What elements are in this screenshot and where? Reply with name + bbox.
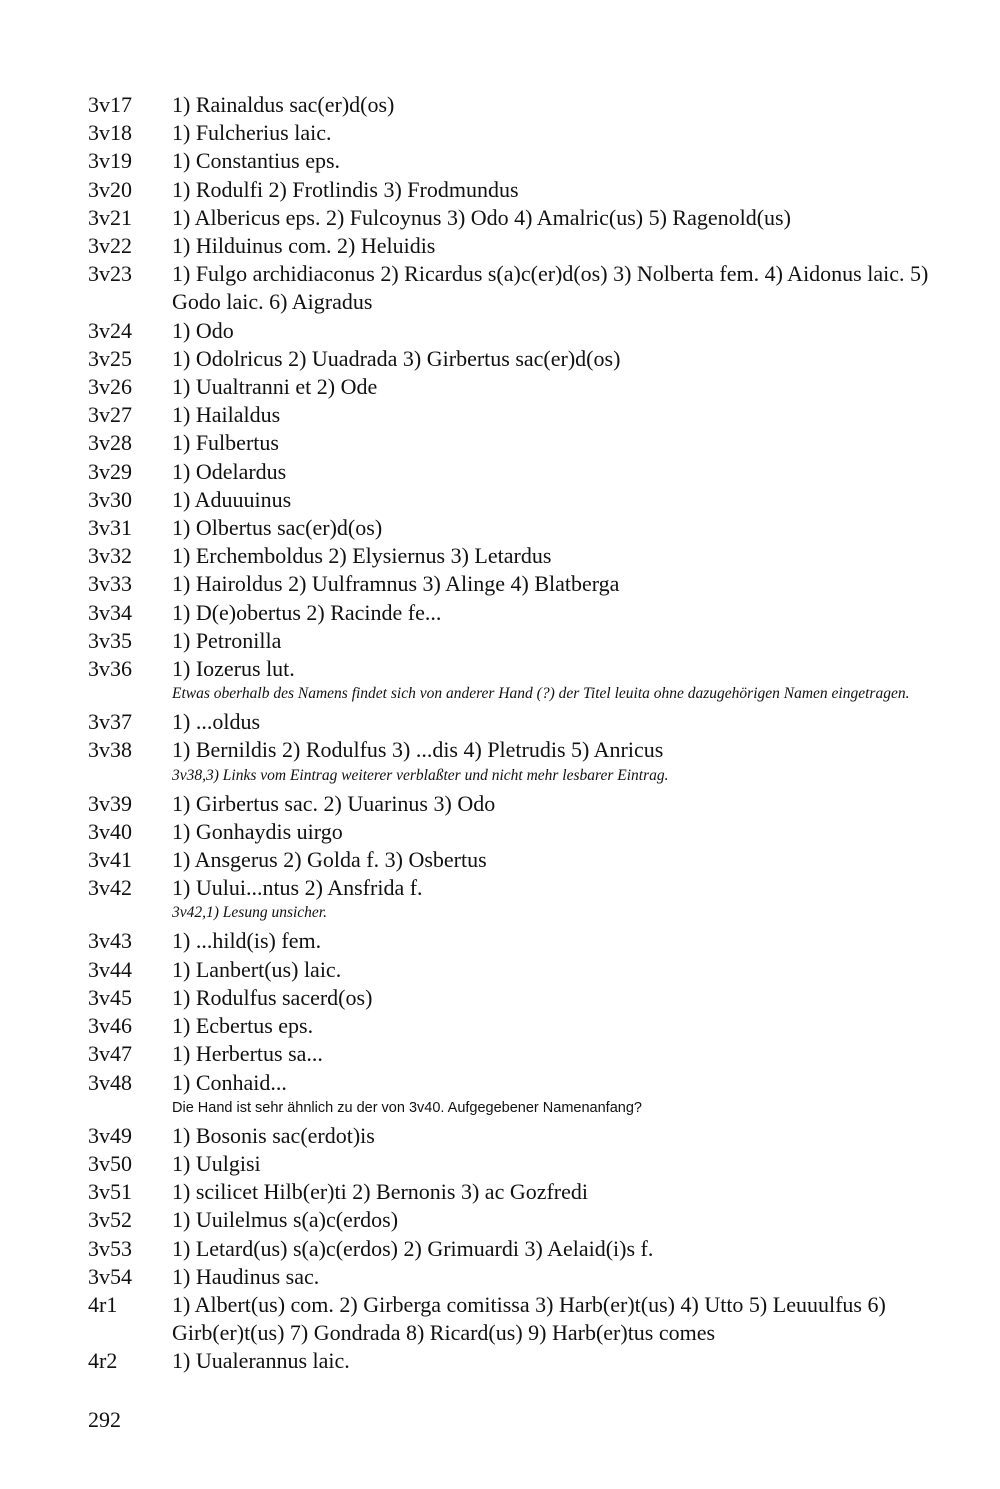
register-entry: [88, 401, 958, 429]
register-entry: [88, 627, 958, 655]
entry-body: [172, 956, 958, 984]
entry-reference: 3v50: [88, 1150, 132, 1176]
entry-names: 1) Rodulfus sacerd(os): [172, 984, 373, 1010]
register-entry: [88, 927, 958, 955]
register-entry: [88, 655, 958, 708]
register-entry: [88, 260, 958, 316]
entry-body: [172, 232, 958, 260]
entry-reference: 3v35: [88, 627, 132, 653]
entry-body: [172, 1347, 958, 1375]
entry-names: 1) Odolricus 2) Uuadrada 3) Girbertus sac(er)d(os): [172, 345, 621, 371]
entry-body: [172, 260, 958, 316]
entry-reference: 3v22: [88, 233, 132, 259]
entry-names: 1) Lanbert(us) laic.: [172, 956, 342, 982]
entry-reference: 3v27: [88, 402, 132, 428]
entry-reference: 3v25: [88, 345, 132, 371]
register-entry: [88, 176, 958, 204]
entry-reference: 3v54: [88, 1263, 132, 1289]
name-register: [88, 91, 958, 1376]
entry-note: Etwas oberhalb des Namens findet sich von anderer Hand (?) der Titel leuita ohne dazugehörigen Namen eingetragen.: [172, 685, 910, 703]
entry-names: 1) Uului...ntus 2) Ansfrida f.: [172, 875, 423, 901]
entry-names: 1) scilicet Hilb(er)ti 2) Bernonis 3) ac Gozfredi: [172, 1179, 589, 1205]
entry-names: 1) Fulbertus: [172, 430, 279, 456]
entry-note: 3v42,1) Lesung unsicher.: [172, 904, 327, 922]
entry-note: 3v38,3) Links vom Eintrag weiterer verblaßter und nicht mehr lesbarer Eintrag.: [172, 766, 669, 784]
entry-names: 1) Bosonis sac(erdot)is: [172, 1122, 375, 1148]
entry-reference: 3v45: [88, 984, 132, 1010]
entry-body: [172, 1012, 958, 1040]
entry-names: 1) Hairoldus 2) Uulframnus 3) Alinge 4) Blatberga: [172, 571, 620, 597]
entry-names: 1) Erchemboldus 2) Elysiernus 3) Letardus: [172, 543, 552, 569]
register-entry: [88, 204, 958, 232]
register-entry: [88, 1347, 958, 1375]
entry-body: [172, 1178, 958, 1206]
entry-reference: 3v24: [88, 317, 132, 343]
entry-reference: 3v17: [88, 92, 132, 117]
register-entry: [88, 1150, 958, 1178]
entry-body: [172, 1291, 958, 1347]
entry-reference: 3v38: [88, 737, 132, 763]
entry-body: [172, 1235, 958, 1263]
entry-names: 1) Hailaldus: [172, 402, 281, 428]
register-entry: [88, 874, 958, 927]
entry-names: 1) Ansgerus 2) Golda f. 3) Osbertus: [172, 847, 487, 873]
entry-reference: 3v51: [88, 1179, 132, 1205]
entry-reference: 3v18: [88, 120, 132, 146]
entry-names: 1) Girbertus sac. 2) Uuarinus 3) Odo: [172, 790, 496, 816]
entry-reference: 3v43: [88, 928, 132, 954]
entry-body: [172, 204, 958, 232]
entry-reference: 3v23: [88, 261, 132, 287]
entry-body: [172, 846, 958, 874]
entry-names: 1) Odelardus: [172, 458, 287, 484]
register-entry: [88, 514, 958, 542]
register-entry: [88, 458, 958, 486]
entry-body: [172, 458, 958, 486]
entry-names: 1) Fulcherius laic.: [172, 120, 332, 146]
entry-reference: 3v20: [88, 176, 132, 202]
entry-body: [172, 345, 958, 373]
entry-names: 1) Uualtranni et 2) Ode: [172, 374, 378, 400]
entry-names: 1) Ecbertus eps.: [172, 1013, 314, 1039]
register-entry: [88, 429, 958, 457]
register-entry: [88, 1206, 958, 1234]
entry-reference: 3v40: [88, 818, 132, 844]
entry-reference: 3v28: [88, 430, 132, 456]
register-entry: [88, 345, 958, 373]
register-entry: [88, 599, 958, 627]
register-entry: [88, 570, 958, 598]
entry-names: 1) D(e)obertus 2) Racinde fe...: [172, 599, 442, 625]
entry-body: [172, 627, 958, 655]
entry-body: [172, 1206, 958, 1234]
register-entry: [88, 736, 958, 789]
entry-names: 1) Petronilla: [172, 627, 282, 653]
entry-reference: 4r1: [88, 1291, 118, 1317]
entry-names: 1) Odo: [172, 317, 234, 343]
register-entry: [88, 232, 958, 260]
entry-reference: 3v34: [88, 599, 132, 625]
entry-reference: 3v19: [88, 148, 132, 174]
entry-body: [172, 818, 958, 846]
entry-reference: 3v41: [88, 847, 132, 873]
entry-names: 1) Rainaldus sac(er)d(os): [172, 92, 395, 117]
entry-names: 1) ...hild(is) fem.: [172, 928, 322, 954]
register-entry: [88, 818, 958, 846]
entry-reference: 3v49: [88, 1122, 132, 1148]
register-entry: [88, 542, 958, 570]
entry-reference: 3v47: [88, 1041, 132, 1067]
entry-names: 1) ...oldus: [172, 709, 260, 735]
register-entry: [88, 91, 958, 119]
entry-names: 1) Albert(us) com. 2) Girberga comitissa 3) Harb(er)t(us) 4) Utto 5) Leuuulfus 6) Girb(er)t(us) 7) Gondrada 8) Ricard(us) 9) Harb(er)tus comes: [172, 1291, 886, 1346]
entry-reference: 3v21: [88, 204, 132, 230]
register-entry: [88, 486, 958, 514]
entry-body: [172, 1122, 958, 1150]
entry-reference: 3v30: [88, 486, 132, 512]
entry-body: [172, 927, 958, 955]
register-entry: [88, 317, 958, 345]
entry-names: 1) Fulgo archidiaconus 2) Ricardus s(a)c(er)d(os) 3) Nolberta fem. 4) Aidonus laic. 5) Godo laic. 6) Aigradus: [172, 261, 929, 315]
entry-reference: 4r2: [88, 1348, 118, 1374]
entry-reference: 3v53: [88, 1235, 132, 1261]
entry-reference: 3v33: [88, 571, 132, 597]
entry-names: 1) Bernildis 2) Rodulfus 3) ...dis 4) Pletrudis 5) Anricus: [172, 737, 664, 763]
entry-names: 1) Herbertus sa...: [172, 1041, 323, 1067]
register-entry: [88, 1235, 958, 1263]
register-entry: [88, 1122, 958, 1150]
entry-reference: 3v44: [88, 956, 132, 982]
register-entry: [88, 1263, 958, 1291]
entry-reference: 3v39: [88, 790, 132, 816]
entry-names: 1) Letard(us) s(a)c(erdos) 2) Grimuardi 3) Aelaid(i)s f.: [172, 1235, 654, 1261]
entry-reference: 3v36: [88, 656, 132, 682]
entry-names: 1) Aduuuinus: [172, 486, 292, 512]
entry-names: 1) Hilduinus com. 2) Heluidis: [172, 233, 436, 259]
register-entry: [88, 708, 958, 736]
entry-reference: 3v32: [88, 543, 132, 569]
register-entry: [88, 1069, 958, 1122]
entry-names: 1) Uulgisi: [172, 1150, 261, 1176]
entry-body: [172, 317, 958, 345]
entry-reference: 3v52: [88, 1207, 132, 1233]
entry-reference: 3v26: [88, 374, 132, 400]
register-entry: [88, 984, 958, 1012]
entry-body: [172, 542, 958, 570]
entry-body: [172, 1150, 958, 1178]
entry-body: [172, 514, 958, 542]
entry-names: 1) Constantius eps.: [172, 148, 341, 174]
register-entry: [88, 1178, 958, 1206]
entry-reference: 3v42: [88, 875, 132, 901]
entry-body: [172, 708, 958, 736]
entry-names: 1) Gonhaydis uirgo: [172, 818, 343, 844]
entry-body: [172, 599, 958, 627]
page-number: 292: [88, 1407, 121, 1432]
entry-reference: 3v29: [88, 458, 132, 484]
register-entry: [88, 846, 958, 874]
entry-names: 1) Rodulfi 2) Frotlindis 3) Frodmundus: [172, 176, 519, 202]
entry-body: [172, 1263, 958, 1291]
register-entry: [88, 119, 958, 147]
entry-body: [172, 119, 958, 147]
entry-names: 1) Olbertus sac(er)d(os): [172, 515, 383, 541]
register-entry: [88, 1012, 958, 1040]
entry-body: [172, 1040, 958, 1068]
entry-body: [172, 736, 958, 789]
register-entry: [88, 1291, 958, 1347]
entry-reference: 3v37: [88, 709, 132, 735]
register-entry: [88, 956, 958, 984]
entry-body: [172, 429, 958, 457]
entry-names: 1) Uualerannus laic.: [172, 1348, 350, 1374]
entry-body: [172, 176, 958, 204]
entry-names: 1) Uuilelmus s(a)c(erdos): [172, 1207, 399, 1233]
entry-names: 1) Conhaid...: [172, 1069, 287, 1095]
entry-names: 1) Albericus eps. 2) Fulcoynus 3) Odo 4) Amalric(us) 5) Ragenold(us): [172, 204, 791, 230]
register-entry: [88, 147, 958, 175]
entry-body: [172, 486, 958, 514]
entry-body: [172, 373, 958, 401]
entry-names: 1) Iozerus lut.: [172, 656, 295, 682]
entry-body: [172, 790, 958, 818]
entry-body: [172, 655, 958, 708]
entry-body: [172, 984, 958, 1012]
entry-body: [172, 874, 958, 927]
entry-reference: 3v31: [88, 515, 132, 541]
entry-note: Die Hand ist sehr ähnlich zu der von 3v40. Aufgegebener Namenanfang?: [172, 1099, 642, 1116]
entry-body: [172, 570, 958, 598]
entry-reference: 3v46: [88, 1013, 132, 1039]
register-entry: [88, 1040, 958, 1068]
entry-body: [172, 147, 958, 175]
entry-names: 1) Haudinus sac.: [172, 1263, 320, 1289]
register-entry: [88, 790, 958, 818]
register-entry: [88, 373, 958, 401]
entry-reference: 3v48: [88, 1069, 132, 1095]
entry-body: [172, 91, 958, 119]
entry-body: [172, 1069, 958, 1122]
entry-body: [172, 401, 958, 429]
